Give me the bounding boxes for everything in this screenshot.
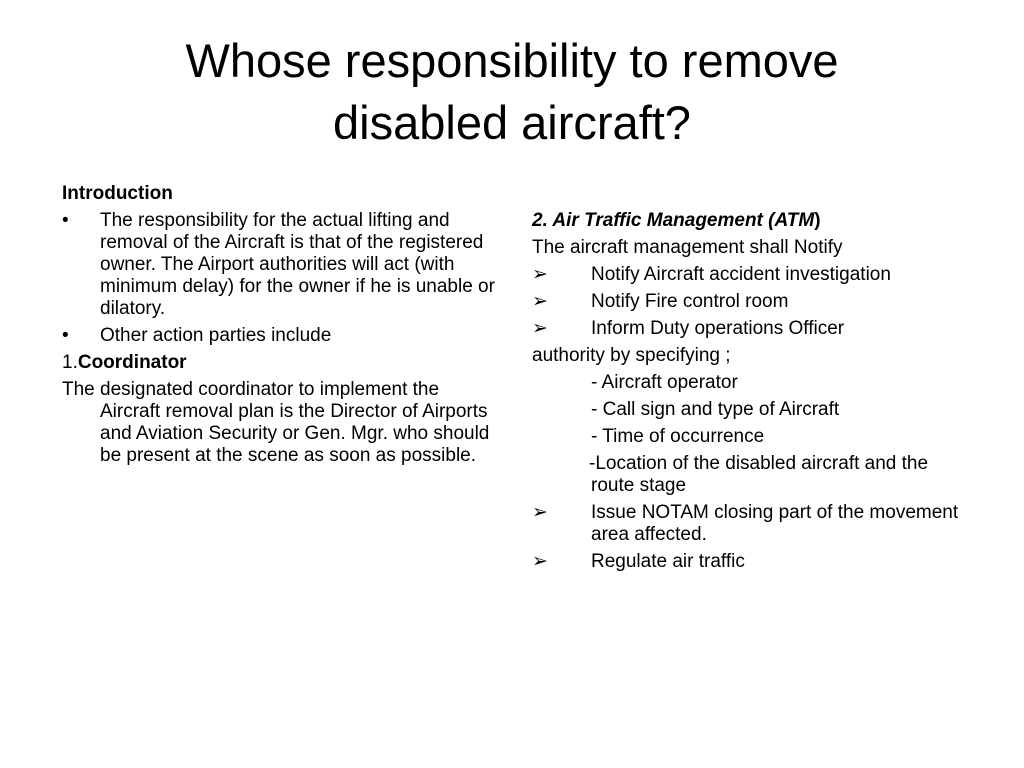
arrow-marker-icon: ➢ bbox=[532, 291, 548, 312]
arrow-item: ➢ Notify Fire control room bbox=[532, 291, 789, 312]
coordinator-text: The designated coordinator to implement the Aircraft removal plan is the Director of Airports and Aviation Security or Gen. Mgr. who should be present at the scene as soon as possible. bbox=[62, 379, 490, 466]
bullet-text: Other action parties include bbox=[100, 325, 332, 346]
title-line-2: disabled aircraft? bbox=[333, 96, 691, 149]
arrow-item: ➢ Inform Duty operations Officer bbox=[532, 318, 845, 339]
bullet-marker: • bbox=[62, 325, 69, 346]
intro-heading: Introduction bbox=[62, 183, 173, 204]
atm-heading: 2. Air Traffic Management (ATM) bbox=[532, 210, 821, 231]
coordinator-heading: 1.Coordinator bbox=[62, 352, 187, 373]
arrow-marker-icon: ➢ bbox=[532, 264, 548, 285]
right-column bbox=[532, 210, 972, 578]
title-line-1: Whose responsibility to remove bbox=[185, 34, 839, 87]
arrow-item: ➢ Issue NOTAM closing part of the movement area affected. bbox=[532, 502, 959, 545]
slide-title bbox=[40, 30, 984, 154]
arrow-marker-icon: ➢ bbox=[532, 318, 548, 339]
spec-item: - Time of occurrence bbox=[591, 426, 765, 447]
bullet-item bbox=[62, 210, 502, 320]
spec-item: - Call sign and type of Aircraft bbox=[591, 399, 840, 420]
arrow-marker-icon: ➢ bbox=[532, 551, 548, 572]
arrow-item: ➢ Notify Aircraft accident investigation bbox=[532, 264, 891, 285]
bullet-item bbox=[62, 325, 502, 347]
spec-item: -Location of the disabled aircraft and the route stage bbox=[589, 453, 929, 496]
spec-item: - Aircraft operator bbox=[591, 372, 738, 393]
bullet-text: The responsibility for the actual lifting and removal of the Aircraft is that of the registered owner. The Airport authorities will act (with minimum delay) for the owner if he is unable or dilatory. bbox=[100, 210, 495, 319]
bullet-marker: • bbox=[62, 210, 69, 231]
arrow-item: ➢ Regulate air traffic bbox=[532, 551, 745, 572]
atm-intro: The aircraft management shall Notify bbox=[532, 237, 843, 258]
left-column bbox=[62, 183, 502, 472]
arrow-marker-icon: ➢ bbox=[532, 502, 548, 523]
authority-text: authority by specifying ; bbox=[532, 345, 731, 366]
